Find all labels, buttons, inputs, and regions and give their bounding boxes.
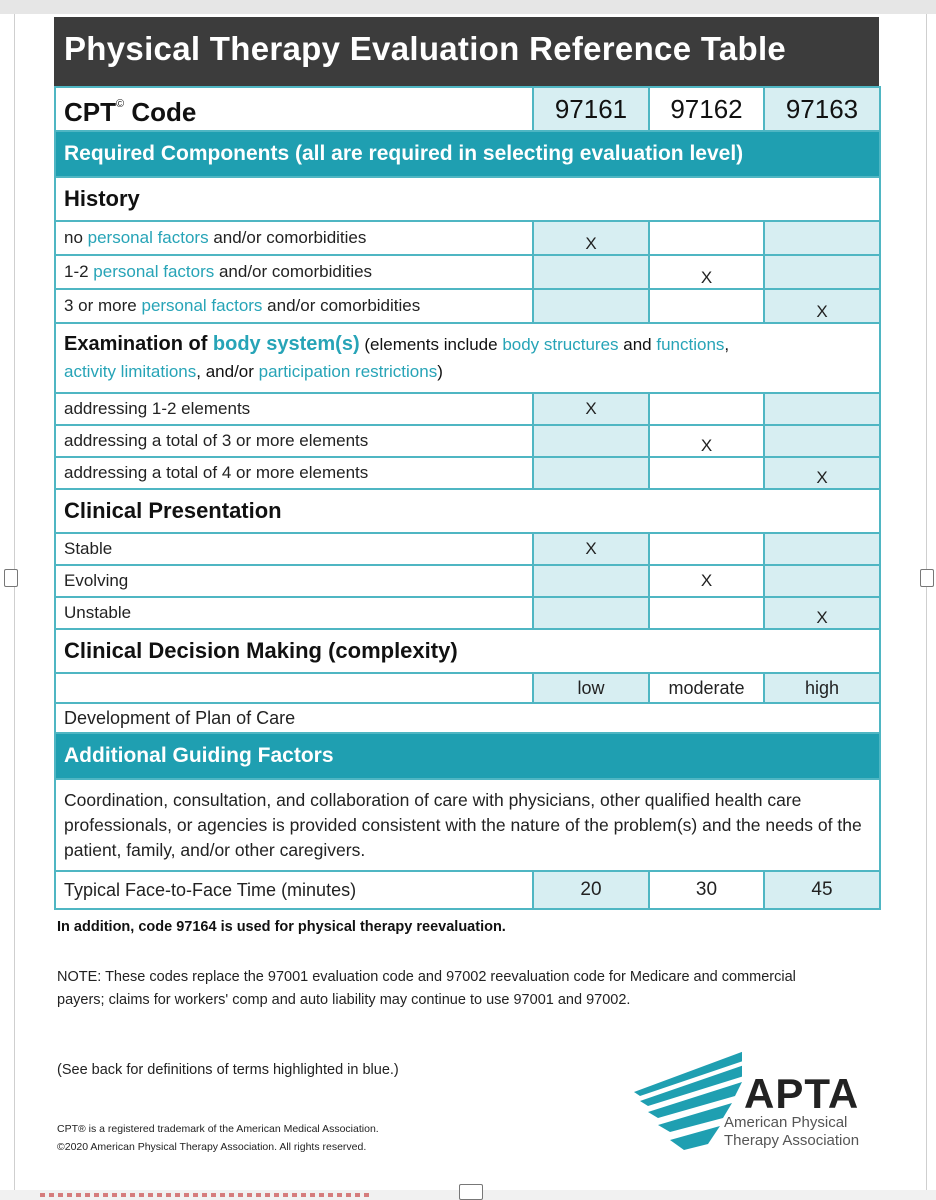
mark-cell xyxy=(533,425,649,457)
complexity-blank-cell xyxy=(55,673,533,703)
resize-handle-left[interactable] xyxy=(4,569,18,587)
table-row xyxy=(55,533,880,565)
history-row-label: no personal factors and/or comorbidities xyxy=(55,221,533,255)
evaluation-table xyxy=(54,86,881,910)
complexity-low: low xyxy=(533,673,649,703)
examination-heading-row xyxy=(55,323,880,393)
decision-making-heading-row xyxy=(55,629,880,673)
history-row-label: 3 or more personal factors and/or comorbidities xyxy=(55,289,533,323)
see-back-note: (See back for definitions of terms highlighted in blue.) xyxy=(57,1062,399,1078)
mark-cell: X xyxy=(649,425,764,457)
face-time-97161: 20 xyxy=(533,871,649,909)
next-page-red-text xyxy=(40,1193,370,1197)
complexity-row xyxy=(55,673,880,703)
history-heading-row xyxy=(55,177,880,221)
apta-wordmark: APTA xyxy=(744,1070,860,1117)
term-participation-restrictions[interactable]: participation restrictions xyxy=(258,362,438,381)
mark-cell xyxy=(649,533,764,565)
resize-handle-bottom[interactable] xyxy=(459,1184,483,1200)
trademark-line-2: ©2020 American Physical Therapy Association. All rights reserved. xyxy=(57,1141,367,1153)
table-row xyxy=(55,457,880,489)
face-time-97162: 30 xyxy=(649,871,764,909)
term-functions[interactable]: functions xyxy=(656,335,725,354)
coordination-row xyxy=(55,779,880,871)
complexity-high: high xyxy=(764,673,880,703)
mark-cell: X xyxy=(533,221,649,255)
face-time-97163: 45 xyxy=(764,871,880,909)
mark-cell xyxy=(649,393,764,425)
plan-of-care-label: Development of Plan of Care xyxy=(55,703,880,733)
mark-cell xyxy=(764,393,880,425)
presentation-row-label: Unstable xyxy=(55,597,533,629)
decision-making-heading: Clinical Decision Making (complexity) xyxy=(55,629,880,673)
history-heading: History xyxy=(55,177,880,221)
additional-factors-banner: Additional Guiding Factors xyxy=(55,733,880,779)
complexity-moderate: moderate xyxy=(649,673,764,703)
mark-cell xyxy=(649,457,764,489)
presentation-row-label: Stable xyxy=(55,533,533,565)
mark-cell xyxy=(533,255,649,289)
mark-cell: X xyxy=(764,597,880,629)
page-edge-left xyxy=(14,14,15,1194)
mark-cell xyxy=(764,221,880,255)
table-row xyxy=(55,425,880,457)
table-row xyxy=(55,289,880,323)
mark-cell xyxy=(764,425,880,457)
mark-cell: X xyxy=(649,565,764,597)
term-body-structures[interactable]: body structures xyxy=(502,335,619,354)
code-97161: 97161 xyxy=(533,87,649,131)
reevaluation-note: In addition, code 97164 is used for physical therapy reevaluation. xyxy=(57,919,506,935)
mark-cell: X xyxy=(764,289,880,323)
cpt-code-row xyxy=(55,87,880,131)
trademark-notice xyxy=(57,1120,379,1156)
viewer-top-bar xyxy=(0,0,936,14)
page-title: Physical Therapy Evaluation Reference Table xyxy=(54,17,879,86)
term-personal-factors[interactable]: personal factors xyxy=(87,228,209,247)
mark-cell xyxy=(533,289,649,323)
apta-swoosh-icon xyxy=(632,1046,742,1170)
presentation-row-label: Evolving xyxy=(55,565,533,597)
mark-cell xyxy=(533,565,649,597)
mark-cell xyxy=(764,565,880,597)
mark-cell: X xyxy=(649,255,764,289)
history-row-label: 1-2 personal factors and/or comorbidities xyxy=(55,255,533,289)
mark-cell: X xyxy=(533,393,649,425)
cpt-code-label: CPT© Code xyxy=(55,87,533,131)
face-time-row xyxy=(55,871,880,909)
mark-cell: X xyxy=(533,533,649,565)
term-body-systems[interactable]: body system(s) xyxy=(212,333,360,355)
examination-row-label: addressing a total of 4 or more elements xyxy=(55,457,533,489)
mark-cell xyxy=(764,533,880,565)
examination-heading: Examination of body system(s) (elements include body structures and functions, activity limitations, and/or participation restrictions) xyxy=(55,323,880,393)
mark-cell xyxy=(533,597,649,629)
coordination-text: Coordination, consultation, and collaboration of care with physicians, other qualified health care professionals, or agencies is provided consistent with the nature of the problem(s) and the needs of the patient, family, and/or other caregivers. xyxy=(55,779,880,871)
mark-cell xyxy=(649,289,764,323)
mark-cell xyxy=(649,597,764,629)
required-components-banner: Required Components (all are required in selecting evaluation level) xyxy=(55,131,880,177)
clinical-presentation-heading-row xyxy=(55,489,880,533)
term-activity-limitations[interactable]: activity limitations xyxy=(64,362,197,381)
replacement-note: NOTE: These codes replace the 97001 evaluation code and 97002 reevaluation code for Medicare and commercial payers; claims for workers' comp and auto liability may continue to use 97001 and 97002. xyxy=(57,969,796,1008)
table-row xyxy=(55,393,880,425)
mark-cell: X xyxy=(764,457,880,489)
code-97163: 97163 xyxy=(764,87,880,131)
trademark-line-1: CPT® is a registered trademark of the American Medical Association. xyxy=(57,1123,379,1135)
table-row xyxy=(55,255,880,289)
table-row xyxy=(55,597,880,629)
plan-of-care-row xyxy=(55,703,880,733)
examination-row-label: addressing 1-2 elements xyxy=(55,393,533,425)
term-personal-factors[interactable]: personal factors xyxy=(93,262,215,281)
examination-row-label: addressing a total of 3 or more elements xyxy=(55,425,533,457)
face-time-label: Typical Face-to-Face Time (minutes) xyxy=(55,871,533,909)
code-97162: 97162 xyxy=(649,87,764,131)
mark-cell xyxy=(533,457,649,489)
mark-cell xyxy=(764,255,880,289)
clinical-presentation-heading: Clinical Presentation xyxy=(55,489,880,533)
apta-full-name: American Physical Therapy Association xyxy=(724,1114,860,1149)
resize-handle-right[interactable] xyxy=(920,569,934,587)
mark-cell xyxy=(649,221,764,255)
page-edge-right xyxy=(926,14,927,1194)
term-personal-factors[interactable]: personal factors xyxy=(141,296,263,315)
table-row xyxy=(55,221,880,255)
apta-logo xyxy=(632,1046,882,1170)
table-row xyxy=(55,565,880,597)
